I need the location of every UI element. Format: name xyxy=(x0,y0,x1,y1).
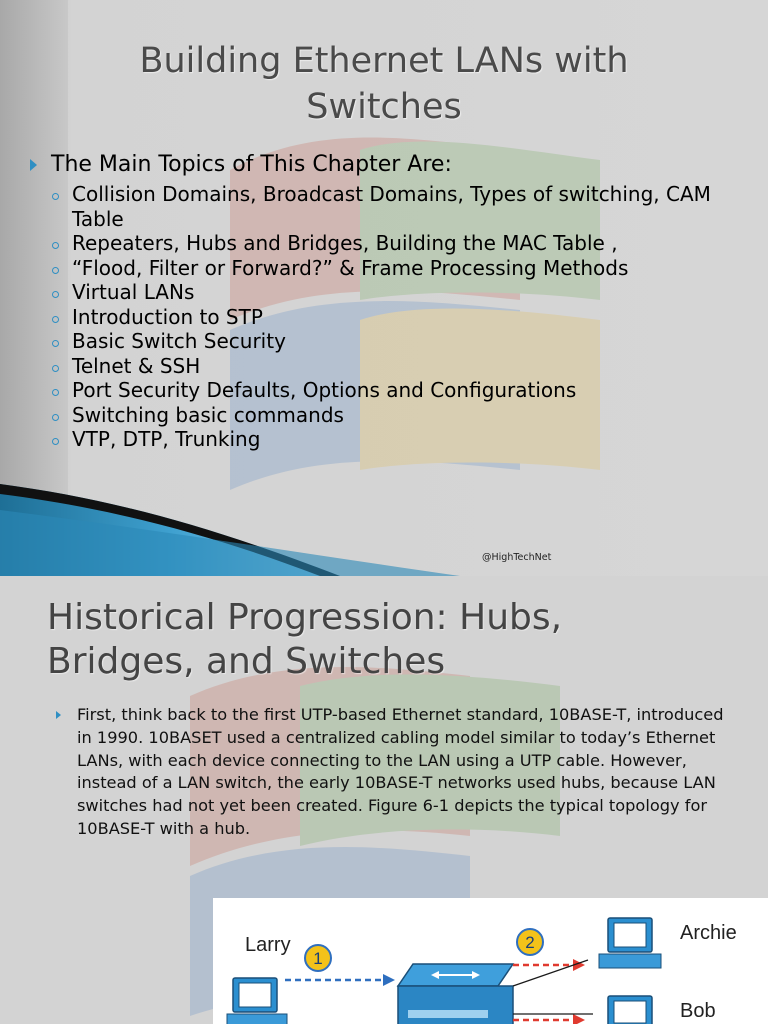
ring-bullet-icon xyxy=(52,365,59,372)
topic-text: Repeaters, Hubs and Bridges, Building the MAC Table , xyxy=(72,231,618,255)
topic-text: “Flood, Filter or Forward?” & Frame Processing Methods xyxy=(72,255,629,280)
slide-2-title-line1: Historical Progression: Hubs, xyxy=(47,597,563,638)
slide-2-title-line2: Bridges, and Switches xyxy=(47,641,446,682)
blue-swoosh-decoration xyxy=(0,470,768,576)
frame-arrow-1 xyxy=(285,974,395,986)
list-item xyxy=(52,182,752,231)
label-archie: Archie xyxy=(680,922,737,944)
label-larry: Larry xyxy=(245,934,291,956)
ring-bullet-icon xyxy=(52,193,59,200)
list-item xyxy=(52,378,752,403)
topic-text: Introduction to STP xyxy=(72,304,263,329)
main-topics-heading xyxy=(30,152,452,177)
step-2-badge xyxy=(517,929,543,955)
list-item xyxy=(52,305,752,330)
pc-icon-archie xyxy=(599,918,661,968)
author-handle: @HighTechNet xyxy=(482,552,552,563)
ring-bullet-icon xyxy=(52,414,59,421)
ring-bullet-icon xyxy=(52,438,59,445)
topic-text: Telnet & SSH xyxy=(72,353,201,378)
slide-2 xyxy=(0,576,768,1024)
slide-2-title xyxy=(47,596,562,684)
pc-icon-larry xyxy=(227,978,287,1024)
ring-bullet-icon xyxy=(52,340,59,347)
slide-1-title-line2: Switches xyxy=(306,87,462,127)
ring-bullet-icon xyxy=(52,291,59,298)
body-paragraph-text: First, think back to the first UTP-based Ethernet standard, 10BASE-T, introduced in 1990. 10BASET used a centralized cabling model similar to today’s Ethernet LANs, with each device connecting to the LAN using a UTP cable. However, instead of a LAN switch, the early 10BASE-T networks used hubs, because LAN switches had not yet been created. Figure 6-1 depicts the typical topology for 10BASE-T with a hub. xyxy=(77,705,724,838)
list-item xyxy=(52,329,752,354)
frame-arrows-2 xyxy=(513,959,593,1024)
topic-text: Virtual LANs xyxy=(72,280,195,304)
step-2-number: 2 xyxy=(525,933,535,952)
label-bob: Bob xyxy=(680,1000,716,1022)
step-1-number: 1 xyxy=(313,949,323,968)
list-item xyxy=(52,256,752,281)
list-item xyxy=(52,280,752,305)
bullet-arrow-icon xyxy=(56,711,61,719)
topic-text: VTP, DTP, Trunking xyxy=(72,427,261,451)
ring-bullet-icon xyxy=(52,389,59,396)
topic-text: Collision Domains, Broadcast Domains, Types of switching, CAM Table xyxy=(72,182,711,231)
topics-list xyxy=(52,182,752,452)
topic-text: Port Security Defaults, Options and Configurations xyxy=(72,378,577,402)
slide-1-title-line1: Building Ethernet LANs with xyxy=(139,41,629,81)
step-1-badge xyxy=(305,945,331,971)
list-item xyxy=(52,354,752,379)
slide-1-title xyxy=(0,38,768,130)
list-item xyxy=(52,403,752,428)
ring-bullet-icon xyxy=(52,267,59,274)
ring-bullet-icon xyxy=(52,242,59,249)
hub-topology-figure xyxy=(213,898,768,1024)
pc-icon-bob xyxy=(608,996,652,1024)
ring-bullet-icon xyxy=(52,316,59,323)
bullet-arrow-icon xyxy=(30,159,37,171)
body-paragraph xyxy=(56,704,726,841)
topic-text: Basic Switch Security xyxy=(72,329,286,353)
main-topics-heading-text: The Main Topics of This Chapter Are: xyxy=(51,152,452,177)
list-item xyxy=(52,427,752,452)
list-item xyxy=(52,231,752,256)
topic-text: Switching basic commands xyxy=(72,402,344,427)
hub-icon xyxy=(398,964,513,1024)
